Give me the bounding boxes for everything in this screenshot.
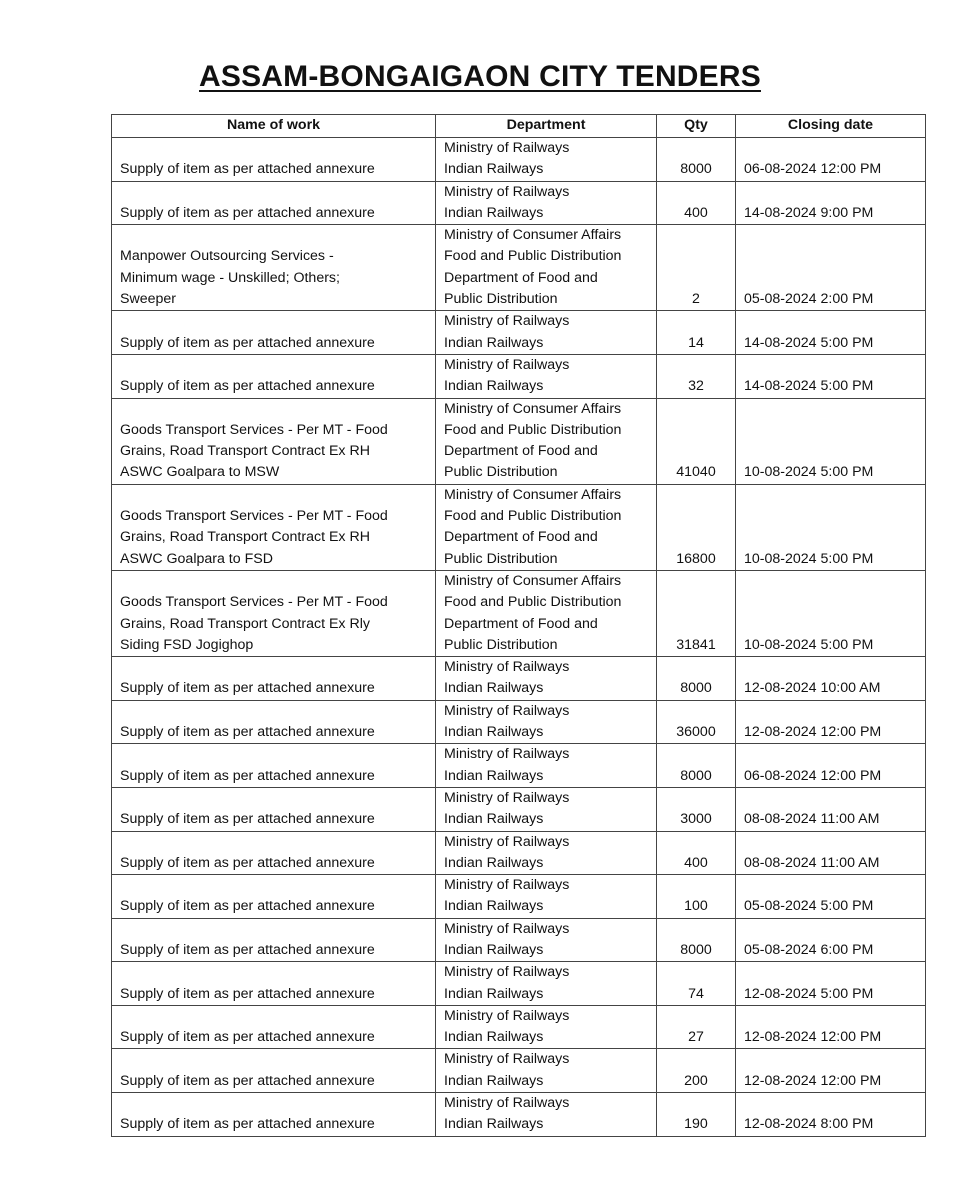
cell-department-text: Ministry of Consumer Affairs Food and Public Distribution Department of Food and Public Distribution <box>444 227 622 308</box>
cell-qty-text: 200 <box>684 1072 708 1089</box>
cell-department <box>436 744 657 788</box>
table-row <box>112 225 926 311</box>
cell-department <box>436 181 657 225</box>
cell-department-text: Ministry of Railways Indian Railways <box>444 877 570 915</box>
cell-qty <box>657 657 736 701</box>
cell-closing-date-text: 05-08-2024 5:00 PM <box>744 898 874 915</box>
cell-name-of-work <box>112 875 436 919</box>
cell-qty-text: 8000 <box>680 161 712 178</box>
cell-closing-date-text: 12-08-2024 12:00 PM <box>744 1072 882 1089</box>
cell-name-of-work <box>112 744 436 788</box>
cell-department-text: Ministry of Railways Indian Railways <box>444 659 570 697</box>
cell-name-of-work-text: Supply of item as per attached annexure <box>120 1116 375 1133</box>
table-row <box>112 138 926 182</box>
cell-qty-text: 190 <box>684 1116 708 1133</box>
cell-closing-date-text: 14-08-2024 5:00 PM <box>744 334 874 351</box>
table-row <box>112 181 926 225</box>
cell-department-text: Ministry of Consumer Affairs Food and Public Distribution Department of Food and Public Distribution <box>444 572 622 653</box>
cell-qty <box>657 354 736 398</box>
cell-closing-date-text: 05-08-2024 2:00 PM <box>744 291 874 308</box>
cell-department-text: Ministry of Railways Indian Railways <box>444 789 570 828</box>
cell-department <box>436 311 657 355</box>
cell-closing-date <box>736 570 926 656</box>
cell-name-of-work <box>112 787 436 831</box>
cell-department <box>436 570 657 656</box>
cell-name-of-work-text: Supply of item as per attached annexure <box>120 941 375 958</box>
cell-closing-date <box>736 962 926 1006</box>
cell-department <box>436 700 657 744</box>
cell-closing-date <box>736 875 926 919</box>
cell-name-of-work-text: Supply of item as per attached annexure <box>120 985 375 1002</box>
cell-closing-date-text: 10-08-2024 5:00 PM <box>744 464 874 481</box>
cell-closing-date <box>736 354 926 398</box>
cell-closing-date-text: 12-08-2024 12:00 PM <box>744 724 882 741</box>
cell-closing-date <box>736 831 926 875</box>
cell-department-text: Ministry of Consumer Affairs Food and Public Distribution Department of Food and Public Distribution <box>444 486 622 567</box>
cell-department-text: Ministry of Railways Indian Railways <box>444 964 570 1002</box>
cell-department-text: Ministry of Railways Indian Railways <box>444 746 570 784</box>
cell-name-of-work-text: Supply of item as per attached annexure <box>120 680 375 697</box>
cell-name-of-work <box>112 1049 436 1093</box>
cell-name-of-work-text: Supply of item as per attached annexure <box>120 1029 375 1046</box>
cell-qty-text: 3000 <box>680 811 712 828</box>
cell-closing-date <box>736 787 926 831</box>
cell-qty-text: 8000 <box>680 767 712 784</box>
column-header-department: Department <box>436 115 657 138</box>
cell-name-of-work-text: Supply of item as per attached annexure <box>120 898 375 915</box>
cell-name-of-work-text: Supply of item as per attached annexure <box>120 811 375 828</box>
table-header-row <box>112 115 926 138</box>
cell-qty-text: 31841 <box>676 636 716 653</box>
cell-department <box>436 398 657 484</box>
cell-qty-text: 14 <box>688 334 704 351</box>
cell-qty <box>657 1005 736 1049</box>
cell-department-text: Ministry of Railways Indian Railways <box>444 920 570 958</box>
cell-closing-date <box>736 181 926 225</box>
cell-department <box>436 354 657 398</box>
cell-name-of-work <box>112 398 436 484</box>
cell-qty <box>657 962 736 1006</box>
cell-department-text: Ministry of Consumer Affairs Food and Public Distribution Department of Food and Public Distribution <box>444 400 622 481</box>
table-row <box>112 831 926 875</box>
cell-closing-date <box>736 744 926 788</box>
cell-department-text: Ministry of Railways Indian Railways <box>444 1007 570 1046</box>
cell-closing-date <box>736 311 926 355</box>
table-row <box>112 744 926 788</box>
table-row <box>112 962 926 1006</box>
cell-qty <box>657 831 736 875</box>
cell-name-of-work <box>112 657 436 701</box>
cell-closing-date <box>736 1093 926 1137</box>
cell-closing-date-text: 05-08-2024 6:00 PM <box>744 941 874 958</box>
cell-department <box>436 787 657 831</box>
table-row <box>112 1005 926 1049</box>
cell-closing-date-text: 08-08-2024 11:00 AM <box>744 811 880 828</box>
table-row <box>112 484 926 570</box>
cell-closing-date-text: 14-08-2024 5:00 PM <box>744 378 874 395</box>
cell-department-text: Ministry of Railways Indian Railways <box>444 1051 570 1089</box>
cell-department-text: Ministry of Railways Indian Railways <box>444 183 570 221</box>
cell-qty-text: 74 <box>688 985 704 1002</box>
cell-department <box>436 1049 657 1093</box>
page-title <box>0 60 960 94</box>
cell-name-of-work-text: Supply of item as per attached annexure <box>120 767 375 784</box>
cell-department <box>436 484 657 570</box>
cell-name-of-work-text: Supply of item as per attached annexure <box>120 724 375 741</box>
cell-qty <box>657 181 736 225</box>
cell-name-of-work <box>112 570 436 656</box>
cell-qty <box>657 570 736 656</box>
cell-name-of-work <box>112 1093 436 1137</box>
table-row <box>112 1049 926 1093</box>
cell-qty-text: 100 <box>684 898 708 915</box>
cell-qty-text: 41040 <box>676 464 716 481</box>
cell-qty <box>657 875 736 919</box>
cell-department <box>436 225 657 311</box>
cell-department <box>436 918 657 962</box>
cell-department <box>436 1005 657 1049</box>
cell-qty-text: 2 <box>692 291 700 308</box>
cell-name-of-work-text: Supply of item as per attached annexure <box>120 204 375 221</box>
cell-name-of-work <box>112 962 436 1006</box>
table-row <box>112 787 926 831</box>
cell-department <box>436 962 657 1006</box>
cell-department-text: Ministry of Railways Indian Railways <box>444 702 570 741</box>
cell-qty-text: 32 <box>688 378 704 395</box>
cell-name-of-work <box>112 700 436 744</box>
cell-qty <box>657 311 736 355</box>
cell-name-of-work <box>112 225 436 311</box>
cell-name-of-work-text: Supply of item as per attached annexure <box>120 854 375 871</box>
cell-closing-date-text: 12-08-2024 10:00 AM <box>744 680 881 697</box>
cell-qty-text: 400 <box>684 204 708 221</box>
cell-qty <box>657 787 736 831</box>
cell-closing-date <box>736 918 926 962</box>
cell-closing-date <box>736 1049 926 1093</box>
cell-closing-date <box>736 1005 926 1049</box>
table-row <box>112 354 926 398</box>
cell-name-of-work <box>112 181 436 225</box>
cell-qty <box>657 744 736 788</box>
cell-name-of-work <box>112 484 436 570</box>
cell-department-text: Ministry of Railways Indian Railways <box>444 313 570 351</box>
cell-qty <box>657 700 736 744</box>
cell-department <box>436 831 657 875</box>
cell-closing-date <box>736 398 926 484</box>
cell-closing-date-text: 10-08-2024 5:00 PM <box>744 636 874 653</box>
cell-department <box>436 1093 657 1137</box>
table-row <box>112 570 926 656</box>
cell-department <box>436 875 657 919</box>
column-header-closing-date: Closing date <box>736 115 926 138</box>
table-row <box>112 1093 926 1137</box>
tenders-table <box>111 114 926 1137</box>
cell-qty-text: 400 <box>684 854 708 871</box>
table-row <box>112 398 926 484</box>
cell-name-of-work-text: Goods Transport Services - Per MT - Food Grains, Road Transport Contract Ex RH ASWC Goalpara to FSD <box>120 508 388 567</box>
cell-closing-date <box>736 138 926 182</box>
page-title-text: ASSAM-BONGAIGAON CITY TENDERS <box>199 60 761 93</box>
cell-name-of-work-text: Supply of item as per attached annexure <box>120 378 375 395</box>
cell-qty <box>657 1093 736 1137</box>
cell-closing-date-text: 06-08-2024 12:00 PM <box>744 767 882 784</box>
cell-name-of-work-text: Supply of item as per attached annexure <box>120 1072 375 1089</box>
cell-department-text: Ministry of Railways Indian Railways <box>444 1095 570 1133</box>
cell-department-text: Ministry of Railways Indian Railways <box>444 833 570 871</box>
cell-qty <box>657 918 736 962</box>
cell-qty-text: 8000 <box>680 680 712 697</box>
cell-name-of-work-text: Manpower Outsourcing Services - Minimum wage - Unskilled; Others; Sweeper <box>120 248 340 308</box>
cell-name-of-work-text: Supply of item as per attached annexure <box>120 334 375 351</box>
table-row <box>112 875 926 919</box>
table-row <box>112 700 926 744</box>
cell-closing-date-text: 12-08-2024 8:00 PM <box>744 1116 874 1133</box>
cell-name-of-work <box>112 831 436 875</box>
cell-closing-date <box>736 484 926 570</box>
cell-name-of-work <box>112 138 436 182</box>
cell-department-text: Ministry of Railways Indian Railways <box>444 356 570 395</box>
cell-name-of-work <box>112 311 436 355</box>
cell-closing-date <box>736 657 926 701</box>
cell-closing-date-text: 06-08-2024 12:00 PM <box>744 161 882 178</box>
cell-qty-text: 8000 <box>680 941 712 958</box>
cell-qty <box>657 484 736 570</box>
column-header-name-of-work: Name of work <box>112 115 436 138</box>
cell-name-of-work-text: Goods Transport Services - Per MT - Food Grains, Road Transport Contract Ex RH ASWC Goalpara to MSW <box>120 421 388 481</box>
cell-closing-date-text: 08-08-2024 11:00 AM <box>744 854 880 871</box>
cell-department <box>436 138 657 182</box>
cell-closing-date <box>736 700 926 744</box>
cell-qty <box>657 398 736 484</box>
cell-qty <box>657 225 736 311</box>
cell-qty-text: 36000 <box>676 724 716 741</box>
cell-qty-text: 16800 <box>676 550 716 567</box>
table-row <box>112 657 926 701</box>
cell-closing-date <box>736 225 926 311</box>
cell-name-of-work <box>112 1005 436 1049</box>
cell-name-of-work <box>112 918 436 962</box>
table-row <box>112 918 926 962</box>
cell-name-of-work-text: Goods Transport Services - Per MT - Food Grains, Road Transport Contract Ex Rly Siding FSD Jogighop <box>120 594 388 653</box>
cell-department <box>436 657 657 701</box>
table-body <box>112 138 926 1137</box>
cell-closing-date-text: 10-08-2024 5:00 PM <box>744 550 874 567</box>
cell-name-of-work-text: Supply of item as per attached annexure <box>120 161 375 178</box>
cell-closing-date-text: 12-08-2024 5:00 PM <box>744 985 874 1002</box>
cell-closing-date-text: 14-08-2024 9:00 PM <box>744 204 874 221</box>
column-header-qty: Qty <box>657 115 736 138</box>
table-row <box>112 311 926 355</box>
cell-name-of-work <box>112 354 436 398</box>
cell-department-text: Ministry of Railways Indian Railways <box>444 140 570 178</box>
cell-closing-date-text: 12-08-2024 12:00 PM <box>744 1029 882 1046</box>
cell-qty-text: 27 <box>688 1029 704 1046</box>
cell-qty <box>657 138 736 182</box>
cell-qty <box>657 1049 736 1093</box>
